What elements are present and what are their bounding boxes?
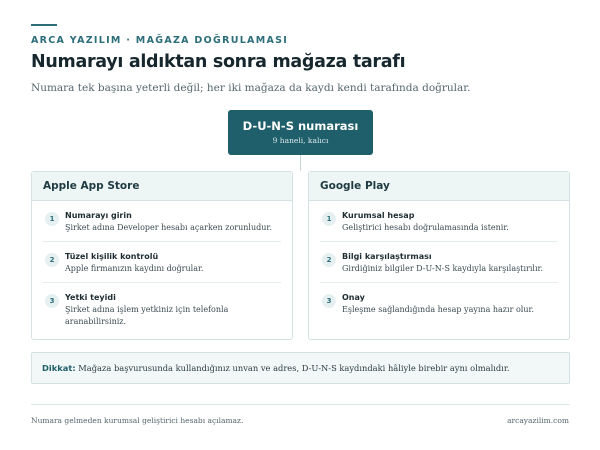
accent-bar [31, 24, 57, 26]
step-description: Girdiğiniz bilgiler D-U-N-S kaydıyla karşılaştırılır. [342, 264, 543, 273]
step-item [43, 283, 281, 335]
step-list [32, 201, 292, 335]
step-number-badge: 1 [322, 212, 336, 226]
step-description: Eşleşme sağlandığında hesap yayına hazır olur. [342, 305, 534, 314]
step-item [320, 283, 558, 323]
panel-title: Apple App Store [32, 172, 292, 201]
step-title: Yetki teyidi [65, 293, 116, 302]
footer-note: Numara gelmeden kurumsal geliştirici hesabı açılamaz. [31, 416, 244, 425]
step-number-badge: 3 [322, 294, 336, 308]
google-play-panel [308, 171, 570, 340]
step-number-badge: 2 [45, 253, 59, 267]
page-title: Numarayı aldıktan sonra mağaza tarafı [31, 52, 406, 72]
step-title: Onay [342, 293, 365, 302]
step-item [43, 242, 281, 283]
eyebrow-label: ARCA YAZILIM · MAĞAZA DOĞRULAMASI [31, 35, 289, 46]
footer-divider [31, 404, 570, 405]
step-number-badge: 3 [45, 294, 59, 308]
step-title: Numarayı girin [65, 211, 132, 220]
warning-text: Mağaza başvurusunda kullandığınız unvan ve adres, D-U-N-S kaydındaki hâliyle birebir aynı olmalıdır. [75, 363, 510, 373]
page-subtitle: Numara tek başına yeterli değil; her iki mağaza da kaydı kendi tarafında doğrular. [31, 82, 471, 94]
step-description: Şirket adına Developer hesabı açarken zorunludur. [65, 223, 272, 232]
duns-root-node [228, 110, 373, 155]
panel-title: Google Play [309, 172, 569, 201]
step-title: Kurumsal hesap [342, 211, 415, 220]
root-node-title: D-U-N-S numarası [242, 119, 359, 133]
step-description: Şirket adına işlem yetkiniz için telefonla aranabilirsiniz. [65, 305, 229, 326]
step-item [320, 242, 558, 283]
warning-label: Dikkat: [42, 363, 76, 373]
step-description: Apple firmanızın kaydını doğrular. [65, 264, 204, 273]
step-description: Geliştirici hesabı doğrulamasında istenir. [342, 223, 509, 232]
step-title: Bilgi karşılaştırması [342, 252, 432, 261]
step-item [43, 201, 281, 242]
root-node-subtitle: 9 haneli, kalıcı [272, 136, 329, 145]
warning-callout [31, 352, 570, 384]
footer-website: arcayazilim.com [507, 416, 569, 425]
step-list [309, 201, 569, 323]
root-connector-line [300, 155, 301, 171]
step-number-badge: 2 [322, 253, 336, 267]
step-item [320, 201, 558, 242]
apple-app-store-panel [31, 171, 293, 340]
step-number-badge: 1 [45, 212, 59, 226]
step-title: Tüzel kişilik kontrolü [65, 252, 159, 261]
